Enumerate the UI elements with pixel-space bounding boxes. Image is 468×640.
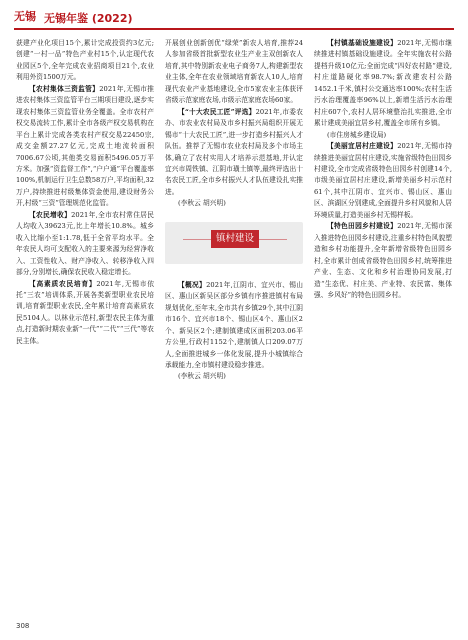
header-divider xyxy=(14,28,454,30)
source-credit: (李秋云 胡兴明) xyxy=(178,372,226,381)
yearbook-title: 无锡年鉴 (2022) xyxy=(44,12,133,25)
page-number: 308 xyxy=(16,622,30,630)
paragraph: 获建产业化项目15个,累计完成投资约3亿元;创建“一村一品”特色产业村15个,认定现代农业园区5个,全年完成农业招商项目21个,农业利用外资1500万元。 xyxy=(16,39,154,82)
paragraph-pastoral-villages xyxy=(314,221,452,301)
paragraph-text: 2021年,无锡市推进农村集体三资监管平台三期项目建设,逐步实现农村集体三资监管业务全覆盖。全市农村产权交易流转工作,累计全市各级产权交易机构在平台上累计完成各类农村产权交易22450宗,成交金额27.27亿元,完成土地流转面积7006.67公顷,其他类交易面积5496.05万平方米。加强“资监督工作”,“户户通”平台覆盖率100%,机制运行卫生总数58万户,平均面积,32万户,持续推进村级集体资金使用,建设财务公开,村级“三资”管理规范化监管。 xyxy=(16,84,154,208)
paragraph-text: 2021年,全市农村常住居民人均收入39623元,比上年增长10.8%。城乡收入比缩小至1:1.78,低于全省平均水平。全年农民人均可支配收入的主要来源为经营净收入、工资性收入、财产净收入、转移净收入四部分,分别增长,确保农民收入稳定增长。 xyxy=(16,210,154,277)
paragraph-text: 2021年,江阴市、宜兴市、锡山区、惠山区新吴区部分乡镇有序推进镇村布局规划优化,至年末,全市共有乡镇29个,其中江阴市16个、宜兴市18个、锡山区4个、惠山区2个、新吴区2个;建制镇建成区面积203.06平方公里,行政村1152个,建制镇人口209.07万人,全面推进城乡一体化发展,提升小城镇综合承载能力,全市镇村建设稳步推进。 xyxy=(165,280,303,369)
paragraph-livable-villages xyxy=(314,141,452,221)
section-heading: 【“十大农民工匠”评选】 xyxy=(178,107,256,116)
section-heading: 【高素质农民培育】 xyxy=(29,279,97,288)
paragraph-craftsmen xyxy=(165,107,303,199)
section-heading: 【农村集体三资监管】 xyxy=(29,84,100,93)
paragraph-overview xyxy=(165,280,303,372)
paragraph-text: 2021年,无锡市深入推进特色田园乡村建设,注重乡村特色风貌塑造和乡村功能提升,全年新增省级特色田园乡村,全市累计创成省级特色田园乡村,统筹推进产业、生态、文化和乡村治理协同发展,打造“生态优、村庄美、产业特、农民富、集体强、乡风好”的特色田园乡村。 xyxy=(314,222,452,299)
column-right xyxy=(314,38,452,618)
yearbook-logo: 无锡 xyxy=(14,10,36,23)
source-credit: (市住房城乡建设局) xyxy=(327,130,387,139)
paragraph-farmer-income xyxy=(16,210,154,279)
section-banner xyxy=(165,216,303,272)
paragraph-text: 2021年,市委农办、市农业农村局及市乡村振兴局组织开展无锡市“十大农民工匠”,进一步打造乡村振兴人才队伍。推荐了无锡市农业农村局及多个市场主体,确立了农村实用人才培养示范基地,并认定宜兴市周铁镇、江阴市璜土镇等,最终评选出十名农民工匠,全市乡村振兴人才队伍建设扎实推进。 xyxy=(165,107,303,196)
page-header xyxy=(0,0,468,30)
paragraph: 开展创业创新创优“绿荣”新农人培育,推荐24人参加省级首批新型农业生产业主双创新农人培育,其中特别新农业电子商务7人,构建新型农业主体,全年在农业领域培育新农人10人,培育现代农业产业基地建设,全市5家农业主体获评省级示范家庭农场,市级示范家庭农场60家。 xyxy=(165,39,303,105)
section-heading: 【村镇基础设施建设】 xyxy=(327,39,398,47)
source-credit: (李秋云 胡兴明) xyxy=(178,199,226,208)
section-heading: 【特色田园乡村建设】 xyxy=(327,222,398,231)
paragraph-infrastructure xyxy=(314,38,452,130)
section-heading: 【概况】 xyxy=(178,280,207,289)
paragraph-text: 2021年,无锡市依托“三农”培训体系,开展各类新型职业农民培训,培育新型职业农民,全年累计培育高素质农民5104人。以林业示范村,新型农民主体为重点,打造新时期农业新“一代”“二代”“三代”等农民主体。 xyxy=(16,279,154,345)
paragraph-collective-assets xyxy=(16,84,154,210)
paragraph-text: 2021年,无锡市持续推进美丽宜居村庄建设,实施省级特色田园乡村建设,全市完成省级特色田园乡村创建14个,市级美丽宜居村庄建设,新增美丽乡村示范村61个,其中江阴市、宜兴市、锡山区、惠山区、滨湖区分别建成,全面提升乡村风貌和人居环境质量,打造美丽乡村无锡样板。 xyxy=(314,142,452,219)
section-title: 镇村建设 xyxy=(211,230,259,248)
paragraph-farmer-training xyxy=(16,279,154,348)
section-heading: 【农民增收】 xyxy=(29,210,72,219)
section-heading: 【美丽宜居村庄建设】 xyxy=(327,142,398,151)
column-middle xyxy=(165,38,303,618)
paragraph-text: 2021年,无锡市继续推进村镇基础设施建设。全年实施农村公路提档升级10亿元;全面完成“四好农村路”建设,村庄道路硬化率98.7%;新改建农村公路1452.1千米,镇村公交通达率100%;农村生活污水治理覆盖率96%以上,新增生活污水治理村庄607个,农村人居环境整治扎实推进,全市累计建成美丽宜居乡村,覆盖全市所有乡镇。 xyxy=(314,39,452,128)
column-left xyxy=(16,38,154,618)
